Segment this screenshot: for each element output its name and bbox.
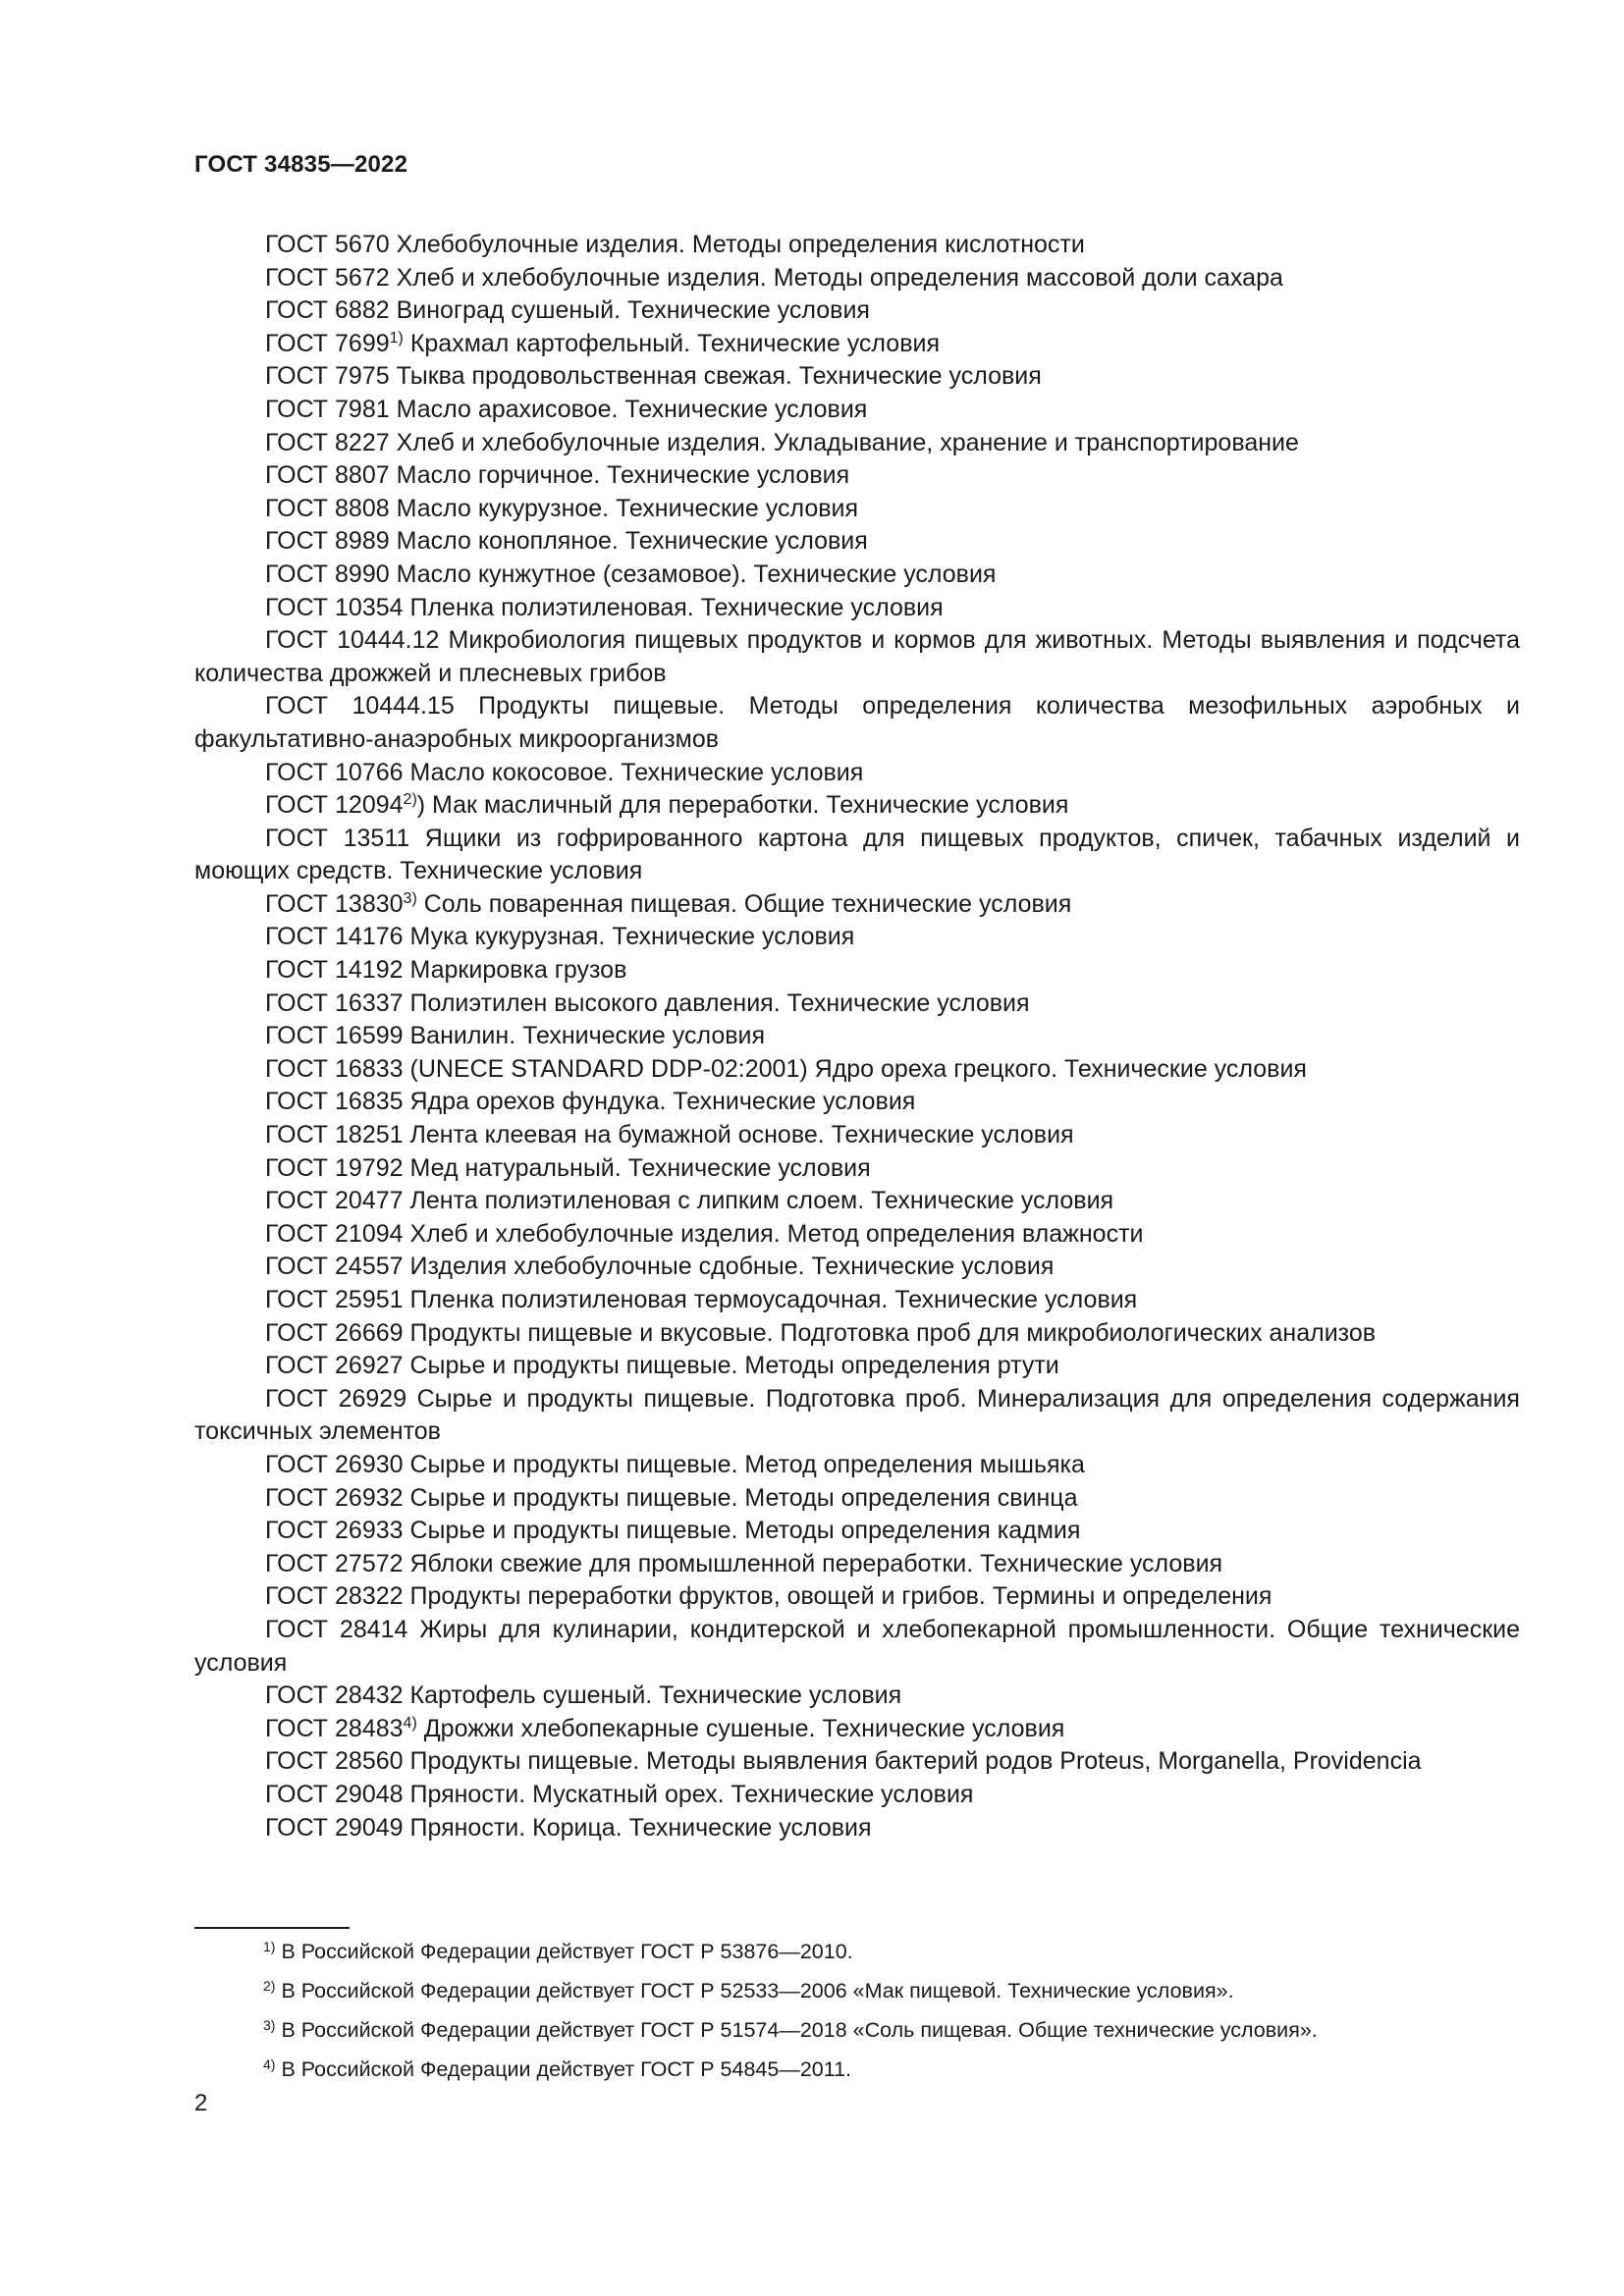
reference-code: ГОСТ 16833 xyxy=(265,1054,404,1083)
reference-code: ГОСТ 7981 xyxy=(265,395,390,423)
reference-title: Сырье и продукты пищевые. Методы определения ртути xyxy=(409,1352,1059,1380)
reference-code: ГОСТ 10444.15 xyxy=(265,692,455,721)
reference-title: Сырье и продукты пищевые. Методы определения кадмия xyxy=(409,1517,1081,1545)
reference-title: Ванилин. Технические условия xyxy=(409,1022,766,1050)
reference-title: Дрожжи хлебопекарные сушеные. Технические условия xyxy=(423,1714,1065,1742)
reference-code: ГОСТ 25951 xyxy=(265,1286,404,1313)
footnote-text: В Российской Федерации действует ГОСТ Р 53876—2010. xyxy=(281,1940,853,1963)
reference-code: ГОСТ 7975 xyxy=(265,362,390,391)
reference-code: ГОСТ 8227 xyxy=(265,428,390,456)
reference-item xyxy=(194,1779,1520,1812)
reference-code: ГОСТ 12094 xyxy=(265,791,404,820)
footnote-reference-mark: 4) xyxy=(403,1714,417,1732)
reference-title: Виноград сушеный. Технические условия xyxy=(396,296,870,325)
reference-item xyxy=(194,921,1520,954)
reference-title: Хлеб и хлебобулочные изделия. Метод определения влажности xyxy=(409,1219,1144,1248)
reference-item xyxy=(194,789,1520,823)
reference-item xyxy=(194,1515,1520,1548)
reference-title: Пряности. Корица. Технические условия xyxy=(409,1813,872,1842)
footnote-item xyxy=(263,2016,1530,2056)
reference-item xyxy=(194,1812,1520,1845)
reference-title: Масло кунжутное (сезамовое). Технические условия xyxy=(396,560,997,588)
reference-code: ГОСТ 6882 xyxy=(265,296,390,325)
reference-code: ГОСТ 28483 xyxy=(265,1714,404,1742)
reference-code: ГОСТ 29049 xyxy=(265,1813,404,1842)
reference-item xyxy=(194,1449,1520,1482)
footnote-mark: 2) xyxy=(263,1978,276,1994)
reference-code: ГОСТ 28414 xyxy=(265,1615,408,1643)
reference-code: ГОСТ 14176 xyxy=(265,923,404,951)
reference-item xyxy=(194,757,1520,790)
reference-title: Хлебобулочные изделия. Методы определения кислотности xyxy=(396,231,1085,258)
reference-title: Лента клеевая на бумажной основе. Технические условия xyxy=(409,1121,1074,1149)
reference-item xyxy=(194,1218,1520,1252)
reference-item xyxy=(194,328,1520,361)
reference-title: Сырье и продукты пищевые. Методы определения свинца xyxy=(409,1483,1078,1512)
reference-item xyxy=(194,262,1520,295)
reference-item xyxy=(194,988,1520,1021)
reference-code: ГОСТ 13830 xyxy=(265,889,404,918)
reference-title: Яблоки свежие для промышленной переработки. Технические условия xyxy=(409,1549,1223,1577)
reference-code: ГОСТ 10354 xyxy=(265,593,404,621)
reference-title: Масло арахисовое. Технические условия xyxy=(396,395,868,423)
reference-title: (UNECE STANDARD DDP-02:2001) Ядро ореха грецкого. Технические условия xyxy=(409,1054,1307,1083)
reference-title: Сырье и продукты пищевые. Метод определения мышьяка xyxy=(409,1450,1085,1478)
reference-item xyxy=(194,1317,1520,1351)
page-number: 2 xyxy=(194,2090,208,2116)
footnote-reference-mark: 3) xyxy=(403,889,417,907)
reference-title: Мука кукурузная. Технические условия xyxy=(409,923,855,951)
reference-item xyxy=(194,1383,1520,1449)
reference-item xyxy=(194,1284,1520,1317)
reference-title: Хлеб и хлебобулочные изделия. Методы определения массовой доли сахара xyxy=(396,263,1283,292)
reference-item xyxy=(194,1614,1520,1680)
footnote-text: В Российской Федерации действует ГОСТ Р 51574—2018 «Соль пищевая. Общие технические условия». xyxy=(281,2018,1318,2042)
reference-item xyxy=(194,1185,1520,1218)
reference-title: Продукты переработки фруктов, овощей и грибов. Термины и определения xyxy=(409,1582,1272,1611)
page-header-title: ГОСТ 34835—2022 xyxy=(194,151,408,178)
reference-item xyxy=(194,1350,1520,1383)
reference-title: Крахмал картофельный. Технические условия xyxy=(409,329,940,357)
normative-references-list xyxy=(194,229,1520,1844)
reference-code: ГОСТ 26927 xyxy=(265,1352,404,1380)
reference-code: ГОСТ 28432 xyxy=(265,1682,404,1710)
reference-code: ГОСТ 8807 xyxy=(265,461,390,490)
reference-code: ГОСТ 20477 xyxy=(265,1187,404,1215)
reference-code: ГОСТ 26932 xyxy=(265,1483,404,1512)
footnote-mark: 1) xyxy=(263,1939,276,1954)
reference-item xyxy=(194,360,1520,394)
reference-title: Тыква продовольственная свежая. Технические условия xyxy=(396,362,1042,391)
reference-code: ГОСТ 8989 xyxy=(265,527,390,556)
reference-code: ГОСТ 5670 xyxy=(265,231,390,258)
reference-code: ГОСТ 26669 xyxy=(265,1318,404,1347)
footnote-text: В Российской Федерации действует ГОСТ Р 52533—2006 «Мак пищевой. Технические условия». xyxy=(281,1979,1234,2002)
footnote-separator xyxy=(194,1927,350,1929)
reference-title: Маркировка грузов xyxy=(409,956,627,985)
reference-code: ГОСТ 26933 xyxy=(265,1517,404,1545)
reference-item xyxy=(194,1745,1520,1779)
reference-title: Пряности. Мускатный орех. Технические условия xyxy=(409,1780,974,1808)
reference-code: ГОСТ 10766 xyxy=(265,758,404,786)
reference-item xyxy=(194,1053,1520,1087)
reference-item xyxy=(194,1580,1520,1614)
reference-title: Масло горчичное. Технические условия xyxy=(396,461,850,490)
reference-title: Жиры для кулинарии, кондитерской и хлебопекарной промышленности. Общие технические условия xyxy=(194,1615,1520,1677)
reference-code: ГОСТ 27572 xyxy=(265,1549,404,1577)
reference-code: ГОСТ 14192 xyxy=(265,956,404,985)
reference-code: ГОСТ 29048 xyxy=(265,1780,404,1808)
footnote-mark: 4) xyxy=(263,2056,276,2072)
reference-code: ГОСТ 7699 xyxy=(265,329,390,357)
reference-code: ГОСТ 21094 xyxy=(265,1219,404,1248)
reference-item xyxy=(194,624,1520,690)
reference-title: Мед натуральный. Технические условия xyxy=(409,1153,871,1182)
reference-item xyxy=(194,1152,1520,1186)
footnote-item xyxy=(263,2056,1530,2095)
reference-item xyxy=(194,493,1520,526)
reference-title: Масло кокосовое. Технические условия xyxy=(409,758,864,786)
footnote-item xyxy=(263,1977,1530,2016)
reference-code: ГОСТ 26930 xyxy=(265,1450,404,1478)
reference-item xyxy=(194,394,1520,427)
reference-code: ГОСТ 18251 xyxy=(265,1121,404,1149)
footnote-reference-mark: 2) xyxy=(403,791,417,809)
reference-item xyxy=(194,459,1520,493)
reference-item xyxy=(194,1713,1520,1746)
reference-title: Пленка полиэтиленовая. Технические условия xyxy=(409,593,944,621)
reference-item xyxy=(194,559,1520,592)
reference-item xyxy=(194,1251,1520,1284)
reference-code: ГОСТ 19792 xyxy=(265,1153,404,1182)
reference-item xyxy=(194,1020,1520,1053)
reference-code: ГОСТ 16337 xyxy=(265,988,404,1017)
footnote-mark: 3) xyxy=(263,2017,276,2033)
reference-code: ГОСТ 13511 xyxy=(265,824,410,852)
reference-title: Продукты пищевые. Методы выявления бактерий родов Proteus, Morganella, Providencia xyxy=(409,1747,1422,1776)
reference-item xyxy=(194,229,1520,262)
reference-code: ГОСТ 28322 xyxy=(265,1582,404,1611)
reference-title: Пленка полиэтиленовая термоусадочная. Технические условия xyxy=(409,1286,1138,1313)
reference-code: ГОСТ 28560 xyxy=(265,1747,404,1776)
reference-code: ГОСТ 5672 xyxy=(265,263,390,292)
reference-title: Ядра орехов фундука. Технические условия xyxy=(409,1088,916,1116)
reference-item xyxy=(194,954,1520,988)
reference-title: Масло кукурузное. Технические условия xyxy=(396,494,859,522)
reference-item xyxy=(194,1119,1520,1152)
reference-title: Соль поваренная пищевая. Общие технические условия xyxy=(423,889,1072,918)
reference-item xyxy=(194,888,1520,922)
reference-code: ГОСТ 26929 xyxy=(265,1384,407,1413)
reference-item xyxy=(194,427,1520,460)
reference-item xyxy=(194,823,1520,888)
reference-item xyxy=(194,294,1520,328)
footnote-reference-mark: 1) xyxy=(389,329,404,347)
reference-title: Микробиология пищевых продуктов и кормов для животных. Методы выявления и подсчета количества дрожжей и плесневых грибов xyxy=(194,626,1521,687)
reference-code: ГОСТ 24557 xyxy=(265,1253,404,1281)
reference-title: Хлеб и хлебобулочные изделия. Укладывание, хранение и транспортирование xyxy=(396,428,1299,456)
reference-code: ГОСТ 10444.12 xyxy=(265,626,440,655)
reference-item xyxy=(194,1680,1520,1713)
reference-item xyxy=(194,525,1520,559)
reference-title: Изделия хлебобулочные сдобные. Технические условия xyxy=(409,1253,1055,1281)
reference-title: Сырье и продукты пищевые. Подготовка проб. Минерализация для определения содержания токсичных элементов xyxy=(194,1384,1520,1446)
reference-item xyxy=(194,1482,1520,1516)
reference-item xyxy=(194,592,1520,625)
reference-title: Лента полиэтиленовая с липким слоем. Технические условия xyxy=(409,1187,1114,1215)
reference-title: Масло конопляное. Технические условия xyxy=(396,527,868,556)
reference-title: Ящики из гофрированного картона для пищевых продуктов, спичек, табачных изделий и моющих средств. Технические условия xyxy=(194,824,1520,885)
reference-title: Полиэтилен высокого давления. Технические условия xyxy=(409,988,1030,1017)
reference-item xyxy=(194,1548,1520,1581)
reference-item xyxy=(194,1086,1520,1119)
reference-title: Продукты пищевые и вкусовые. Подготовка проб для микробиологических анализов xyxy=(409,1318,1377,1347)
reference-code: ГОСТ 8808 xyxy=(265,494,390,522)
footnotes-list xyxy=(263,1938,1530,2095)
reference-title: ) Мак масличный для переработки. Технические условия xyxy=(416,791,1069,820)
reference-code: ГОСТ 16599 xyxy=(265,1022,404,1050)
footnote-item xyxy=(263,1938,1530,1977)
reference-code: ГОСТ 8990 xyxy=(265,560,390,588)
reference-title: Продукты пищевые. Методы определения количества мезофильных аэробных и факультативно-анаэробных микроорганизмов xyxy=(194,692,1520,753)
reference-item xyxy=(194,690,1520,756)
footnote-text: В Российской Федерации действует ГОСТ Р 54845—2011. xyxy=(281,2057,852,2081)
reference-code: ГОСТ 16835 xyxy=(265,1088,404,1116)
reference-title: Картофель сушеный. Технические условия xyxy=(409,1682,902,1710)
